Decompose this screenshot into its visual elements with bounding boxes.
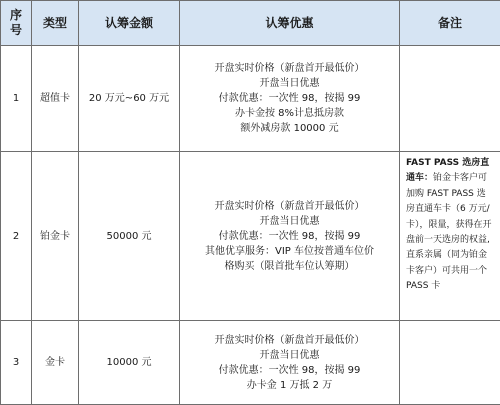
subscription-amount: 20 万元~60 万元 (79, 46, 180, 152)
table-row (1, 46, 500, 152)
notes-body: 铂金卡客户可加购 FAST PASS 选房直通车卡（6 万元/卡），限量，获得在开盘前一天选房的权益,直系亲属（同为铂金卡客户）可共用一个 PASS 卡 (406, 173, 492, 292)
benefits-cell (180, 321, 400, 405)
header-notes: 备注 (400, 1, 500, 46)
benefit-line: 开盘实时价格（新盘首开最低价） (214, 63, 365, 74)
header-type: 类型 (32, 1, 79, 46)
benefit-line: 开盘实时价格（新盘首开最低价） (214, 200, 365, 212)
benefit-line: 办卡金按 8%计息抵房款 (234, 108, 345, 119)
card-type: 铂金卡 (32, 152, 79, 321)
card-type: 超值卡 (32, 46, 79, 152)
row-index: 1 (1, 46, 32, 152)
notes-cell-empty (400, 321, 500, 405)
benefit-line: 开盘当日优惠 (259, 349, 320, 361)
benefit-line: 格购买（限首批车位认筹期） (224, 260, 355, 272)
benefit-line: 开盘实时价格（新盘首开最低价） (214, 334, 365, 346)
header-amount: 认筹金额 (79, 1, 180, 46)
row-index: 2 (1, 152, 32, 321)
benefit-line: 开盘当日优惠 (259, 78, 320, 89)
row-index: 3 (1, 321, 32, 405)
table-row (1, 321, 500, 405)
table-row (1, 152, 500, 321)
benefit-line: 其他优享服务：VIP 车位按普通车位价 (205, 245, 374, 257)
table-header-row (1, 1, 500, 46)
notes-cell (400, 152, 500, 321)
notes-title: FAST PASS 选房直通车： (406, 158, 490, 184)
benefits-cell (180, 46, 400, 152)
notes-cell-empty (400, 46, 500, 152)
benefit-line: 付款优惠：一次性 98，按揭 99 (218, 364, 361, 376)
header-index-line2: 号 (9, 23, 22, 37)
card-type: 金卡 (32, 321, 79, 405)
benefit-line: 额外减房款 10000 元 (240, 123, 339, 134)
subscription-amount: 50000 元 (79, 152, 180, 321)
benefit-line: 办卡金 1 万抵 2 万 (246, 379, 333, 391)
header-index (1, 1, 32, 46)
benefits-cell (180, 152, 400, 321)
benefit-line: 付款优惠：一次性 98，按揭 99 (218, 230, 361, 242)
header-benefits: 认筹优惠 (180, 1, 400, 46)
benefit-line: 付款优惠：一次性 98，按揭 99 (218, 93, 361, 104)
subscription-amount: 10000 元 (79, 321, 180, 405)
benefit-line: 开盘当日优惠 (259, 215, 320, 227)
header-index-line1: 序 (9, 8, 22, 22)
